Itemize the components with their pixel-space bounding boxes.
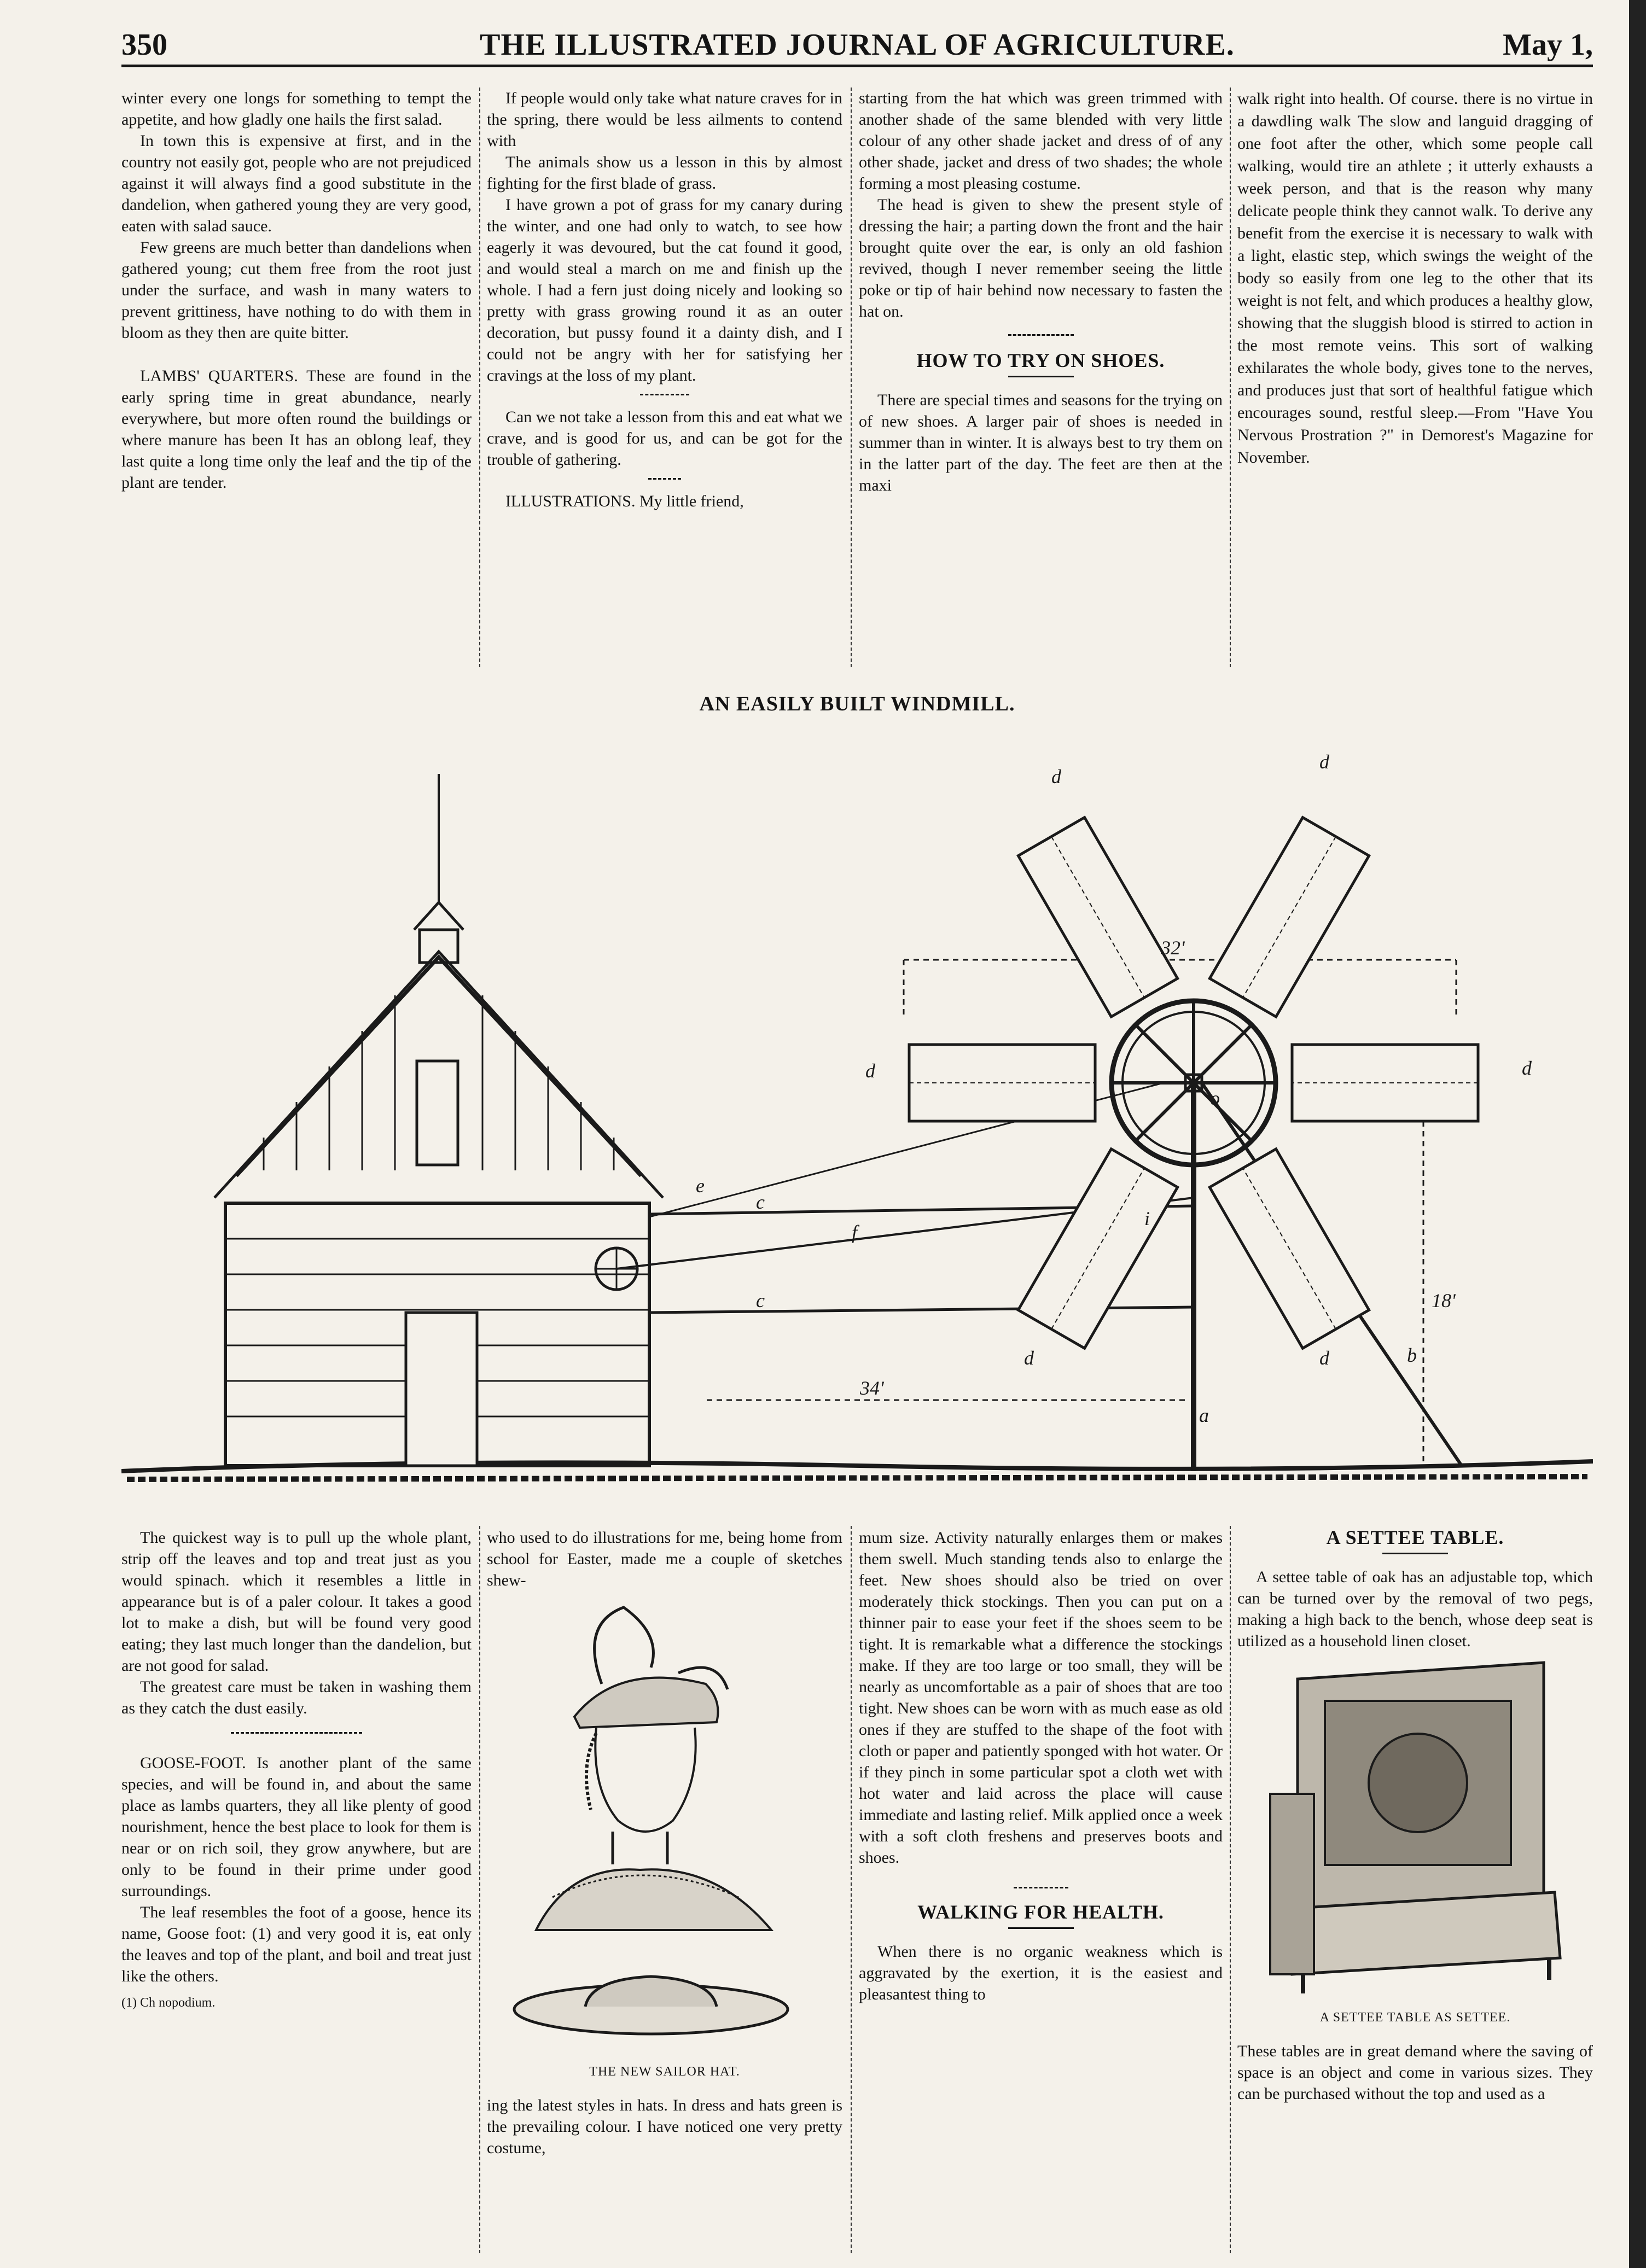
separator <box>1014 1887 1068 1888</box>
label-c: c <box>756 1290 765 1311</box>
windmill-title: AN EASILY BUILT WINDMILL. <box>699 692 1015 715</box>
paragraph: A settee table of oak has an adjustable top, which can be turned over by the removal of two pegs, making a high back to the bench, whose deep seat is utilized as a household linen closet. <box>1237 1568 1593 1650</box>
paragraph: ing the latest styles in hats. In dress and hats green is the prevailing colour. I have noticed one very pretty costume, <box>487 2096 842 2157</box>
separator <box>1008 334 1074 336</box>
label-b: b <box>1407 1344 1417 1366</box>
paragraph: The head is given to shew the present style of dressing the hair; a parting down the front and the hair brought quite over the ear, is only an old fashion revived, though I never remember seeing the little poke or tip of hair behind now necessary to fasten the hat on. <box>859 196 1223 320</box>
windmill-illustration <box>121 722 1593 1504</box>
settee-table-illustration <box>1237 1652 1593 2002</box>
label-d: d <box>1024 1347 1034 1369</box>
paragraph-illustrations: ILLUSTRATIONS. My little friend, <box>505 492 744 510</box>
column-rule <box>479 88 480 667</box>
column-rule <box>1230 1526 1231 2253</box>
paragraph: If people would only take what nature craves for in the spring, there would be less ailments to contend with <box>487 89 842 150</box>
paragraph: The greatest care must be taken in washing them as they catch the dust easily. <box>121 1678 472 1717</box>
headline-how-to-try-on-shoes: HOW TO TRY ON SHOES. <box>916 349 1165 371</box>
barn-roof-edge <box>214 952 663 1198</box>
label-e: e <box>696 1175 705 1197</box>
label-a: a <box>1199 1404 1209 1426</box>
footnote: (1) Ch nopodium. <box>121 1996 216 2010</box>
paragraph-goose-foot: GOOSE-FOOT. Is another plant of the same species, and will be found in, and about the same place as lambs quarters, they all like plenty of good nourishment, hence the best place to look for them is near or on rich soil, they grow anywhere, but are only to be found in their prime under good surroundings. <box>121 1754 472 1900</box>
label-f: f <box>852 1221 858 1243</box>
barn-loft-window <box>417 1061 458 1165</box>
separator <box>231 1732 362 1734</box>
bottom-column-1 <box>121 1527 472 2014</box>
page-number: 350 <box>121 28 167 62</box>
barn-door <box>406 1313 477 1466</box>
paragraph-lambs-quarters: LAMBS' QUARTERS. These are found in the early spring time in great abundance, nearly everywhere, but more often round the buildings or where manure has been It has an oblong leaf, they last quite a long time only the leaf and the tip of the plant are tender. <box>121 367 472 492</box>
separator <box>640 394 689 395</box>
journal-title: THE ILLUSTRATED JOURNAL OF AGRICULTURE. <box>480 28 1235 62</box>
separator <box>1008 376 1074 377</box>
paragraph: starting from the hat which was green trimmed with another shade of the same blended with very little colour of any other shade jacket and dress of of any other shade, jacket and dress of two shades; the whole forming a most pleasing costume. <box>859 89 1223 193</box>
dimension-top: 32' <box>1161 937 1185 959</box>
top-column-4 <box>1237 88 1593 469</box>
label-c: c <box>756 1191 765 1213</box>
separator <box>1382 1553 1448 1554</box>
separator <box>648 478 681 480</box>
top-column-1 <box>121 88 472 493</box>
top-column-2 <box>487 88 842 512</box>
grass-texture <box>127 1477 1587 1479</box>
paragraph: There are special times and seasons for the trying on of new shoes. A larger pair of shoes is needed in summer than in winter. It is always best to try them on in the latter part of the day. The feet are then at the maxi <box>859 391 1223 494</box>
hat <box>574 1678 718 1728</box>
paragraph: Few greens are much better than dandelions when gathered young; cut them free from the root just under the surface, and wash in many waters to prevent grittiness, have nothing to do with them in bloom as they then are quite bitter. <box>121 238 472 342</box>
face <box>595 1728 695 1832</box>
sailor-hat-illustration <box>487 1591 842 2056</box>
caption-settee: A SETTEE TABLE AS SETTEE. <box>1319 2010 1511 2025</box>
paragraph: The quickest way is to pull up the whole plant, strip off the leaves and top and treat just as you would spinach. which it resembles a little in appearance but is of a paler colour. It takes a good lot to make a dish, but will be found very good eating; they last much longer than the dandelion, but are not good for salad. <box>121 1529 472 1675</box>
paragraph: The animals show us a lesson in this by almost fighting for the first blade of grass. <box>487 153 842 193</box>
column-rule <box>1230 88 1231 667</box>
paragraph: who used to do illustrations for me, being home from school for Easter, made me a couple of sketches shew- <box>487 1529 842 1589</box>
label-d: d <box>1319 751 1329 773</box>
bottom-column-2 <box>487 1527 842 2159</box>
rod-c-lower <box>649 1307 1194 1313</box>
paragraph: I have grown a pot of grass for my canary during the winter, and one had only to watch, to see how eagerly it was devoured, but the cat found it good, and would steal a march on me and finish up the whole. I had a fern just doing nicely and looking so pretty with grass growing round it as an outer decoration, but pussy found it a dainty dish, and I could not be angry with her for satisfying her cravings at the loss of my plant. <box>487 196 842 384</box>
label-i: i <box>1144 1208 1150 1229</box>
paragraph: winter every one longs for something to tempt the appetite, and how gladly one hails the first salad. <box>121 89 472 129</box>
column-rule <box>479 1526 480 2253</box>
dimension-side: 18' <box>1432 1290 1456 1311</box>
paragraph: These tables are in great demand where the saving of space is an object and come in various sizes. They can be purchased without the top and used as a <box>1237 2042 1593 2103</box>
column-rule <box>851 1526 852 2253</box>
settee-arm <box>1270 1794 1314 1974</box>
label-d: d <box>1319 1347 1329 1369</box>
caption-sailor-hat: THE NEW SAILOR HAT. <box>589 2065 740 2079</box>
column-rule <box>851 88 852 667</box>
headline-walking-for-health: WALKING FOR HEALTH. <box>917 1901 1164 1923</box>
label-o: o <box>1210 1087 1220 1109</box>
label-d: d <box>865 1060 875 1082</box>
paragraph: The leaf resembles the foot of a goose, hence its name, Goose foot: (1) and very good it is, eat only the leaves and top of the plant, and boil and treat just like the others. <box>121 1903 472 1985</box>
paragraph: mum size. Activity naturally enlarges them or makes them swell. Much standing tends also to enlarge the feet. New shoes should also be tried on over moderately thick stockings. Then you can put on a thinner pair to ease your feet if the shoes seem to be tight. It is remarkable what a difference the stockings make. If they are too large or too small, they will be nearly as uncomfortable as a pair of shoes that are too tight. New shoes can be worn with as much ease as old ones if they are stuffed to the shape of the foot with cloth or paper and patiently sponged with hot water. Or if they pinch in some particular spot a cloth wet with hot water and laid across the place will cause immediate and lasting relief. Milk applied once a week with a soft cloth freshens and preserves boots and shoes. <box>859 1529 1223 1867</box>
paragraph: When there is no organic weakness which is aggravated by the exertion, it is the easiest and pleasantest thing to <box>859 1943 1223 2003</box>
label-d: d <box>1522 1057 1532 1079</box>
paragraph: In town this is expensive at first, and in the country not easily got, people who are not prejudiced against it will always find a good substitute in the dandelion, when gathered young they are very good, eaten with salad sauce. <box>121 132 472 235</box>
top-column-3 <box>859 88 1223 496</box>
page-header <box>121 26 1593 67</box>
paragraph: Can we not take a lesson from this and eat what we crave, and is good for us, and can be got for the trouble of gathering. <box>487 408 842 469</box>
bottom-column-3 <box>859 1527 1223 2005</box>
label-d: d <box>1051 766 1061 788</box>
feather-plume <box>595 1607 654 1684</box>
separator <box>1008 1927 1074 1929</box>
dimension-bottom: 34' <box>860 1377 884 1399</box>
bottom-column-4 <box>1237 1527 1593 2104</box>
paragraph-walking: walk right into health. Of course. there is no virtue in a dawdling walk The slow and languid dragging of one foot after the other, which some people call walking, would tire an athlete ; it utterly exhausts a week person, and that is the reason why many delicate people think they cannot walk. To derive any benefit from the exercise it is necessary to walk with a light, elastic step, which swings the weight of the body so easily from one leg to the other that its weight is not felt, and which produces a healthy glow, showing that the sluggish blood is stirred to action in the most remote veins. This sort of walking exhilarates the whole body, gives tone to the nerves, and produces just that sort of healthful fatigue which encourages sound, restful sleep.—From "Have You Nervous Prostration ?" in Demorest's Magazine for November. <box>1237 90 1593 467</box>
page-edge-shadow <box>1629 0 1646 2268</box>
shoulders <box>536 1869 771 1930</box>
headline-settee-table: A SETTEE TABLE. <box>1326 1526 1504 1548</box>
issue-date: May 1, <box>1503 28 1593 62</box>
